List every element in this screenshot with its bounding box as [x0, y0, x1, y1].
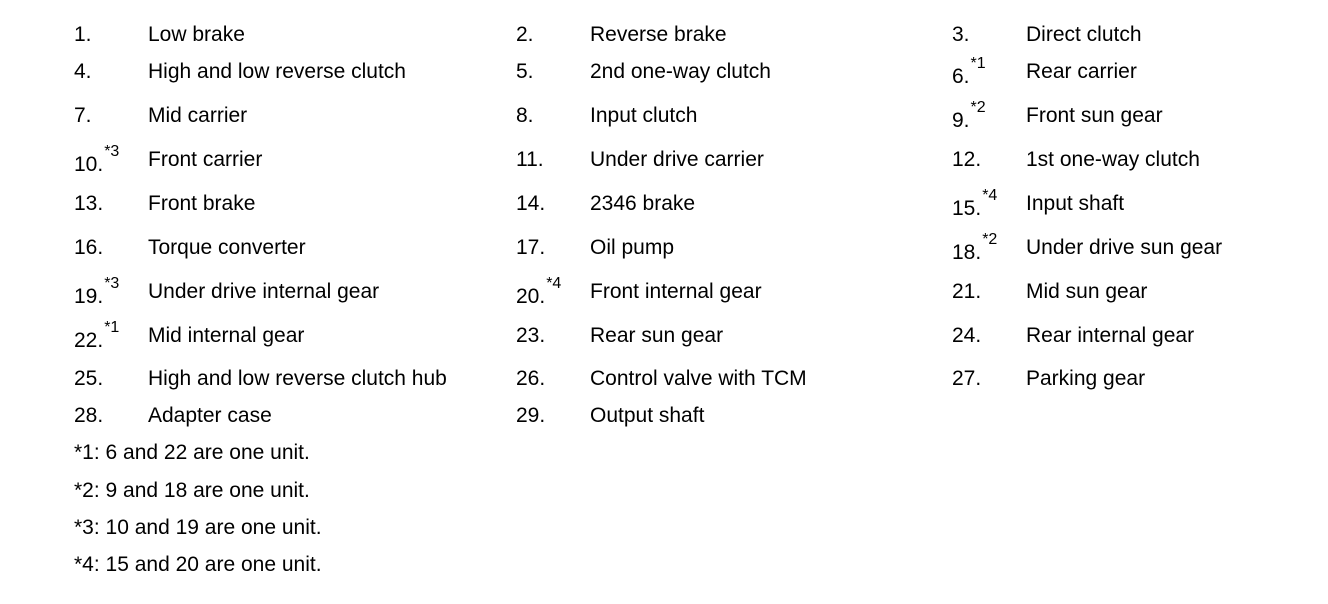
item-number-text: 2. [516, 23, 534, 46]
item-number [74, 20, 92, 50]
legend-row [0, 20, 1328, 50]
item-number [952, 364, 981, 394]
item-number-text: 12. [952, 148, 982, 171]
item-number-text: 6. [952, 65, 970, 88]
item-number [516, 101, 534, 131]
item-number-text: 27. [952, 367, 982, 390]
item-label: Under drive sun gear [1026, 236, 1223, 259]
item-number-text: 19. [74, 285, 104, 308]
item-label: Input shaft [1026, 192, 1125, 215]
item-footnote-marker: *2 [982, 231, 998, 248]
item-number-text: 1. [74, 23, 92, 46]
item-label: High and low reverse clutch [148, 60, 406, 83]
item-label: Mid sun gear [1026, 280, 1148, 303]
item-number [516, 321, 545, 351]
footnote: *4: 15 and 20 are one unit. [74, 553, 322, 576]
item-number-text: 24. [952, 324, 982, 347]
item-label: Oil pump [590, 236, 675, 259]
item-number-text: 23. [516, 324, 546, 347]
item-label: Output shaft [590, 404, 705, 427]
item-footnote-marker: *3 [104, 143, 120, 160]
item-number [74, 233, 103, 263]
item-label: Mid internal gear [148, 324, 305, 347]
item-label: Rear carrier [1026, 60, 1137, 83]
legend-row [0, 101, 1328, 131]
item-number-text: 20. [516, 285, 546, 308]
item-number [516, 277, 561, 309]
legend-row [0, 57, 1328, 87]
item-label: Front internal gear [590, 280, 762, 303]
item-number-text: 15. [952, 197, 982, 220]
item-label: Under drive carrier [590, 148, 764, 171]
item-number [516, 145, 544, 175]
item-number [952, 57, 986, 89]
item-label: Low brake [148, 23, 245, 46]
item-number [516, 401, 545, 431]
item-number-text: 4. [74, 60, 92, 83]
item-label: Front sun gear [1026, 104, 1163, 127]
item-label: Rear sun gear [590, 324, 724, 347]
item-number [74, 401, 103, 431]
item-number-text: 11. [516, 148, 544, 171]
item-footnote-marker: *4 [982, 187, 998, 204]
item-number [516, 233, 545, 263]
item-label: 1st one-way clutch [1026, 148, 1200, 171]
item-number [952, 101, 986, 133]
item-label: Parking gear [1026, 367, 1146, 390]
item-number-text: 22. [74, 329, 104, 352]
item-number [74, 57, 92, 87]
item-label: Under drive internal gear [148, 280, 380, 303]
item-footnote-marker: *4 [546, 275, 562, 292]
item-number [952, 277, 981, 307]
item-number-text: 9. [952, 109, 970, 132]
item-label: Adapter case [148, 404, 272, 427]
item-number-text: 25. [74, 367, 104, 390]
item-number [952, 20, 970, 50]
item-label: Front brake [148, 192, 256, 215]
item-footnote-marker: *3 [104, 275, 120, 292]
item-number-text: 14. [516, 192, 546, 215]
item-footnote-marker: *1 [970, 55, 986, 72]
item-number [74, 189, 103, 219]
item-number [74, 277, 119, 309]
item-number-text: 5. [516, 60, 534, 83]
item-number [952, 145, 981, 175]
item-number [74, 145, 119, 177]
item-number-text: 18. [952, 241, 982, 264]
item-label: 2346 brake [590, 192, 696, 215]
item-footnote-marker: *2 [970, 99, 986, 116]
item-number [74, 364, 103, 394]
item-number-text: 7. [74, 104, 92, 127]
item-number [516, 189, 545, 219]
item-number-text: 13. [74, 192, 104, 215]
legend-row [0, 401, 1328, 431]
item-label: High and low reverse clutch hub [148, 367, 447, 390]
legend-row [0, 189, 1328, 219]
legend-row [0, 277, 1328, 307]
item-number [952, 233, 997, 265]
item-label: Input clutch [590, 104, 698, 127]
item-label: Mid carrier [148, 104, 248, 127]
item-number-text: 8. [516, 104, 534, 127]
legend-row [0, 233, 1328, 263]
item-label: Rear internal gear [1026, 324, 1195, 347]
item-number [516, 20, 534, 50]
footnote: *2: 9 and 18 are one unit. [74, 479, 310, 502]
item-number-text: 16. [74, 236, 104, 259]
legend-row [0, 364, 1328, 394]
item-number-text: 10. [74, 153, 104, 176]
item-label: 2nd one-way clutch [590, 60, 771, 83]
item-label: Reverse brake [590, 23, 727, 46]
item-number-text: 29. [516, 404, 546, 427]
item-number [516, 364, 545, 394]
footnote: *1: 6 and 22 are one unit. [74, 441, 310, 464]
item-number [74, 101, 92, 131]
item-footnote-marker: *1 [104, 319, 120, 336]
legend-row [0, 321, 1328, 351]
item-number [74, 321, 119, 353]
item-number-text: 21. [952, 280, 982, 303]
item-number-text: 28. [74, 404, 104, 427]
item-number [516, 57, 534, 87]
item-number [952, 189, 997, 221]
item-number [952, 321, 981, 351]
item-label: Direct clutch [1026, 23, 1142, 46]
item-number-text: 17. [516, 236, 546, 259]
legend-row [0, 145, 1328, 175]
item-label: Control valve with TCM [590, 367, 807, 390]
footnote: *3: 10 and 19 are one unit. [74, 516, 322, 539]
item-label: Front carrier [148, 148, 263, 171]
item-label: Torque converter [148, 236, 306, 259]
item-number-text: 3. [952, 23, 970, 46]
item-number-text: 26. [516, 367, 546, 390]
